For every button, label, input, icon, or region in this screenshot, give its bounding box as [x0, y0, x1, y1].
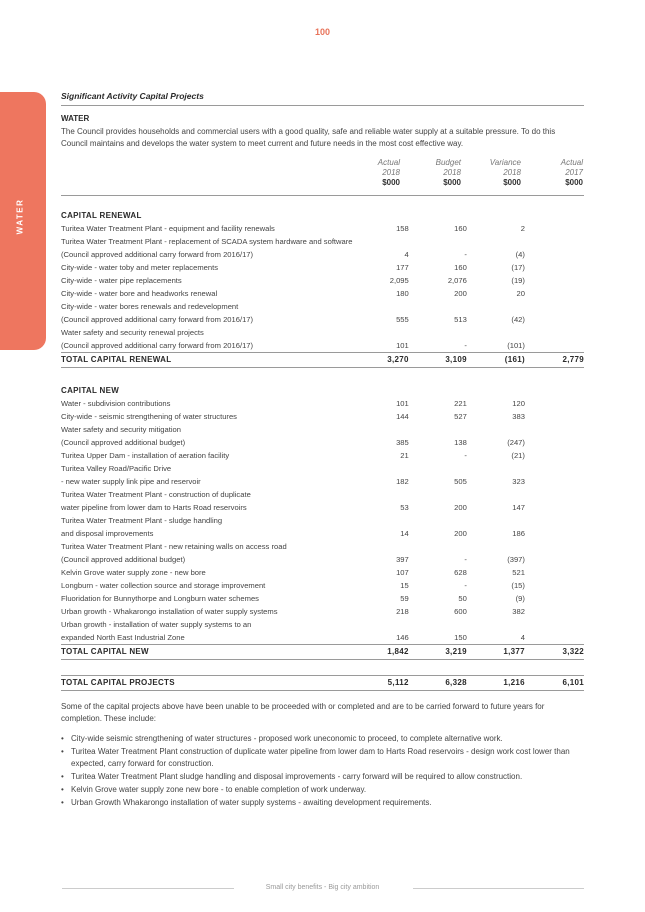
actual-2018: 53: [400, 503, 409, 512]
column-year: 2018: [443, 168, 461, 177]
actual-2017: 3,322: [525, 644, 584, 659]
budget-2018: -: [464, 581, 467, 590]
actual-2018: [353, 235, 409, 248]
actual-2018: 21: [400, 451, 409, 460]
variance-2018: [467, 514, 525, 527]
variance-2018: [467, 462, 525, 475]
budget-2018: -: [464, 250, 467, 259]
actual-2018: 158: [396, 224, 409, 233]
category-heading-row: [61, 383, 584, 397]
actual-2017: [525, 462, 584, 475]
variance-2018: (101): [507, 340, 525, 350]
budget-2018: 138: [454, 438, 467, 447]
variance-2018: (42): [511, 315, 525, 324]
row-label: and disposal improvements: [61, 529, 154, 538]
variance-2018: (9): [515, 594, 525, 603]
actual-2017: [525, 436, 584, 449]
actual-2018: 5,112: [353, 675, 409, 690]
variance-2018: 120: [512, 399, 525, 408]
row-label: Turitea Water Treatment Plant - new retaining walls on access road: [61, 542, 287, 551]
actual-2018: [353, 462, 409, 475]
table-row: [61, 605, 584, 618]
row-label: Turitea Water Treatment Plant - construction of duplicate: [61, 490, 251, 499]
row-label: Fluoridation for Bunnythorpe and Longburn water schemes: [61, 594, 259, 603]
bullet-item: • Turitea Water Treatment Plant sludge handling and disposal improvements - carry forward will be required to allow construction.: [61, 771, 584, 783]
table-row: [61, 501, 584, 514]
budget-2018: 200: [454, 289, 467, 298]
actual-2017: [525, 261, 584, 274]
table-row: [61, 553, 584, 566]
budget-2018: [409, 462, 467, 475]
variance-2018: (15): [511, 581, 525, 590]
actual-2017: [525, 326, 584, 339]
variance-2018: 383: [512, 412, 525, 421]
budget-2018: [409, 423, 467, 436]
actual-2018: 555: [396, 315, 409, 324]
table-row: [61, 631, 584, 644]
variance-2018: 382: [512, 607, 525, 616]
budget-2018: 628: [454, 568, 467, 577]
variance-2018: 521: [512, 568, 525, 577]
actual-2017: [525, 475, 584, 488]
row-label: TOTAL CAPITAL NEW: [61, 644, 353, 659]
row-label: Longburn - water collection source and storage improvement: [61, 581, 266, 590]
actual-2018: 14: [400, 529, 409, 538]
row-label: (Council approved additional budget): [61, 555, 186, 564]
side-tab-label-wrap: [10, 198, 30, 238]
table-row: [61, 514, 584, 527]
row-label: expanded North East Industrial Zone: [61, 632, 185, 642]
actual-2018: 101: [396, 399, 409, 408]
budget-2018: 3,219: [409, 644, 467, 659]
actual-2017: [525, 592, 584, 605]
column-unit: $000: [503, 178, 521, 187]
column-year: 2018: [503, 168, 521, 177]
actual-2017: [525, 553, 584, 566]
actual-2017: [525, 605, 584, 618]
variance-2018: [467, 235, 525, 248]
actual-2017: [525, 449, 584, 462]
variance-2018: 186: [512, 529, 525, 538]
actual-2018: [353, 540, 409, 553]
column-year: 2017: [565, 168, 583, 177]
table-row: [61, 339, 584, 352]
column-unit: $000: [565, 178, 583, 187]
budget-2018: [409, 300, 467, 313]
bullet-list: [61, 733, 584, 809]
budget-2018: [409, 540, 467, 553]
variance-2018: 20: [516, 289, 525, 298]
content: [61, 91, 584, 810]
actual-2017: [525, 313, 584, 326]
budget-2018: 6,328: [409, 675, 467, 690]
actual-2018: 101: [396, 340, 409, 350]
actual-2017: [525, 631, 584, 644]
table-row: [61, 287, 584, 300]
column-label: Variance: [489, 158, 521, 167]
spacer-row: [61, 367, 584, 383]
actual-2018: 397: [396, 555, 409, 564]
budget-2018: 160: [454, 224, 467, 233]
row-label: Urban growth - installation of water supply systems to an: [61, 620, 252, 629]
row-label: Turitea Water Treatment Plant - replacement of SCADA system hardware and software: [61, 237, 353, 246]
actual-2017: [525, 566, 584, 579]
actual-2018: 3,270: [353, 352, 409, 367]
table-row: [61, 566, 584, 579]
table-row: [61, 423, 584, 436]
variance-2018: [467, 300, 525, 313]
column-unit: $000: [443, 178, 461, 187]
budget-2018: [409, 514, 467, 527]
row-label: TOTAL CAPITAL PROJECTS: [61, 675, 353, 690]
actual-2018: 59: [400, 594, 409, 603]
actual-2018: [353, 514, 409, 527]
spacer-row: [61, 196, 584, 208]
bullet-item: • City-wide seismic strengthening of water structures - proposed work uneconomic to proceed, to complete alternative work.: [61, 733, 584, 745]
variance-2018: 4: [520, 632, 525, 642]
table-row: [61, 449, 584, 462]
table-row: [61, 300, 584, 313]
variance-2018: [467, 618, 525, 631]
actual-2018: [353, 618, 409, 631]
capital-projects-table: [61, 196, 584, 691]
row-label: (Council approved additional carry forward from 2016/17): [61, 250, 254, 259]
actual-2017: [525, 287, 584, 300]
budget-2018: -: [464, 451, 467, 460]
row-label: - new water supply link pipe and reservoir: [61, 477, 201, 486]
budget-2018: 200: [454, 503, 467, 512]
actual-2018: 4: [404, 250, 409, 259]
table-row: [61, 235, 584, 248]
total-row: [61, 352, 584, 367]
actual-2017: [525, 514, 584, 527]
row-label: TOTAL CAPITAL RENEWAL: [61, 352, 353, 367]
spacer-cell: [61, 659, 584, 675]
row-label: Turitea Valley Road/Pacific Drive: [61, 464, 172, 473]
actual-2018: 146: [396, 632, 409, 642]
total-row: [61, 644, 584, 659]
section-title: Significant Activity Capital Projects: [61, 91, 584, 106]
category-heading: CAPITAL RENEWAL: [61, 210, 142, 220]
total-row: [61, 675, 584, 690]
variance-2018: 147: [512, 503, 525, 512]
actual-2017: [525, 423, 584, 436]
actual-2017: [525, 397, 584, 410]
table-row: [61, 618, 584, 631]
actual-2017: [525, 300, 584, 313]
budget-2018: 600: [454, 607, 467, 616]
actual-2017: [525, 618, 584, 631]
row-label: Turitea Water Treatment Plant - equipment and facility renewals: [61, 224, 275, 233]
actual-2017: [525, 540, 584, 553]
page-number: 100: [314, 27, 331, 37]
column-header: [401, 158, 461, 188]
water-heading: WATER: [61, 114, 90, 123]
column-header: [461, 158, 521, 188]
bullet-item: • Turitea Water Treatment Plant construction of duplicate water pipeline from lower dam to Harts Road reservoirs - design work cost lower than expected, carry forward for construction.: [61, 746, 584, 770]
actual-2018: [353, 423, 409, 436]
table-row: [61, 222, 584, 235]
actual-2017: 2,779: [525, 352, 584, 367]
variance-2018: (397): [507, 555, 525, 564]
budget-2018: 527: [454, 412, 467, 421]
table-row: [61, 475, 584, 488]
footnote: Some of the capital projects above have been unable to be proceeded with or completed and are to be carried forward to future years for completion. These include:: [61, 701, 545, 723]
actual-2017: [525, 410, 584, 423]
actual-2017: [525, 488, 584, 501]
category-heading: CAPITAL NEW: [61, 385, 120, 395]
actual-2018: [353, 488, 409, 501]
column-headers: [61, 158, 584, 196]
row-label: (Council approved additional budget): [61, 438, 186, 447]
actual-2018: 107: [396, 568, 409, 577]
row-label: (Council approved additional carry forward from 2016/17): [61, 315, 254, 324]
actual-2018: 144: [396, 412, 409, 421]
row-label: City-wide - water toby and meter replacements: [61, 263, 218, 272]
column-label: Actual: [560, 158, 583, 167]
table-body: [61, 196, 584, 690]
table-row: [61, 540, 584, 553]
table-row: [61, 397, 584, 410]
budget-2018: 200: [454, 529, 467, 538]
actual-2018: 2,095: [389, 276, 409, 285]
row-label: Water safety and security mitigation: [61, 425, 182, 434]
table-row: [61, 527, 584, 540]
variance-2018: [467, 540, 525, 553]
category-heading-row: [61, 208, 584, 222]
column-label: Actual: [377, 158, 400, 167]
actual-2017: [525, 274, 584, 287]
budget-2018: -: [464, 340, 467, 350]
actual-2017: [525, 235, 584, 248]
actual-2018: [353, 326, 409, 339]
row-label: Kelvin Grove water supply zone - new bore: [61, 568, 206, 577]
budget-2018: 150: [454, 632, 467, 642]
table-row: [61, 274, 584, 287]
actual-2017: [525, 579, 584, 592]
actual-2018: 15: [400, 581, 409, 590]
row-label: water pipeline from lower dam to Harts Road reservoirs: [61, 503, 247, 512]
table-row: [61, 326, 584, 339]
actual-2018: 177: [396, 263, 409, 272]
row-label: Urban growth - Whakarongo installation of water supply systems: [61, 607, 278, 616]
actual-2018: 182: [396, 477, 409, 486]
intro-paragraph: The Council provides households and commercial users with a good quality, safe and reliable water supply at a suitable pressure. To do this Council maintains and develops the water system to meet current and future needs in the most cost effective way.: [61, 127, 556, 148]
actual-2017: [525, 501, 584, 514]
actual-2018: 1,842: [353, 644, 409, 659]
table-row: [61, 410, 584, 423]
variance-2018: [467, 488, 525, 501]
table-row: [61, 436, 584, 449]
row-label: Water safety and security renewal projects: [61, 328, 204, 337]
variance-2018: [467, 423, 525, 436]
column-unit: $000: [382, 178, 400, 187]
actual-2017: [525, 339, 584, 352]
budget-2018: [409, 235, 467, 248]
variance-2018: (17): [511, 263, 525, 272]
row-label: City-wide - seismic strengthening of water structures: [61, 412, 237, 421]
actual-2018: 218: [396, 607, 409, 616]
variance-2018: (161): [467, 352, 525, 367]
column-header: [340, 158, 400, 188]
actual-2018: 385: [396, 438, 409, 447]
budget-2018: 2,076: [447, 276, 467, 285]
row-label: City-wide - water bores renewals and redevelopment: [61, 302, 239, 311]
row-label: City-wide - water bore and headworks renewal: [61, 289, 218, 298]
budget-2018: [409, 488, 467, 501]
side-tab-label: WATER: [15, 198, 25, 235]
row-label: Turitea Water Treatment Plant - sludge handling: [61, 516, 223, 525]
column-header: [523, 158, 583, 188]
bullet-item: • Kelvin Grove water supply zone new bore - to enable completion of work underway.: [61, 784, 584, 796]
variance-2018: 1,377: [467, 644, 525, 659]
variance-2018: (4): [515, 250, 525, 259]
row-label: City-wide - water pipe replacements: [61, 276, 182, 285]
budget-2018: 160: [454, 263, 467, 272]
table-row: [61, 261, 584, 274]
footer-text: Small city benefits - Big city ambition: [265, 884, 380, 891]
variance-2018: 323: [512, 477, 525, 486]
actual-2018: [353, 300, 409, 313]
budget-2018: -: [464, 555, 467, 564]
actual-2017: [525, 222, 584, 235]
actual-2017: [525, 527, 584, 540]
column-label: Budget: [435, 158, 461, 167]
table-row: [61, 579, 584, 592]
variance-2018: 2: [520, 224, 525, 233]
budget-2018: 505: [454, 477, 467, 486]
row-label: Water - subdivision contributions: [61, 399, 171, 408]
budget-2018: 221: [454, 399, 467, 408]
actual-2018: 180: [396, 289, 409, 298]
table-row: [61, 313, 584, 326]
budget-2018: 513: [454, 315, 467, 324]
spacer-row: [61, 659, 584, 675]
row-label: Turitea Upper Dam - installation of aeration facility: [61, 451, 230, 460]
table-row: [61, 592, 584, 605]
column-year: 2018: [382, 168, 400, 177]
table-row: [61, 488, 584, 501]
budget-2018: 50: [458, 594, 467, 603]
variance-2018: (247): [507, 438, 525, 447]
row-label: (Council approved additional carry forward from 2016/17): [61, 340, 254, 350]
table-row: [61, 462, 584, 475]
table-row: [61, 248, 584, 261]
variance-2018: 1,216: [467, 675, 525, 690]
spacer-cell: [61, 196, 584, 208]
actual-2017: 6,101: [525, 675, 584, 690]
variance-2018: (19): [511, 276, 525, 285]
actual-2017: [525, 248, 584, 261]
variance-2018: [467, 326, 525, 339]
variance-2018: (21): [511, 451, 525, 460]
budget-2018: [409, 618, 467, 631]
budget-2018: 3,109: [409, 352, 467, 367]
budget-2018: [409, 326, 467, 339]
spacer-cell: [61, 367, 584, 383]
bullet-item: • Urban Growth Whakarongo installation of water supply systems - awaiting development requirements.: [61, 797, 584, 809]
